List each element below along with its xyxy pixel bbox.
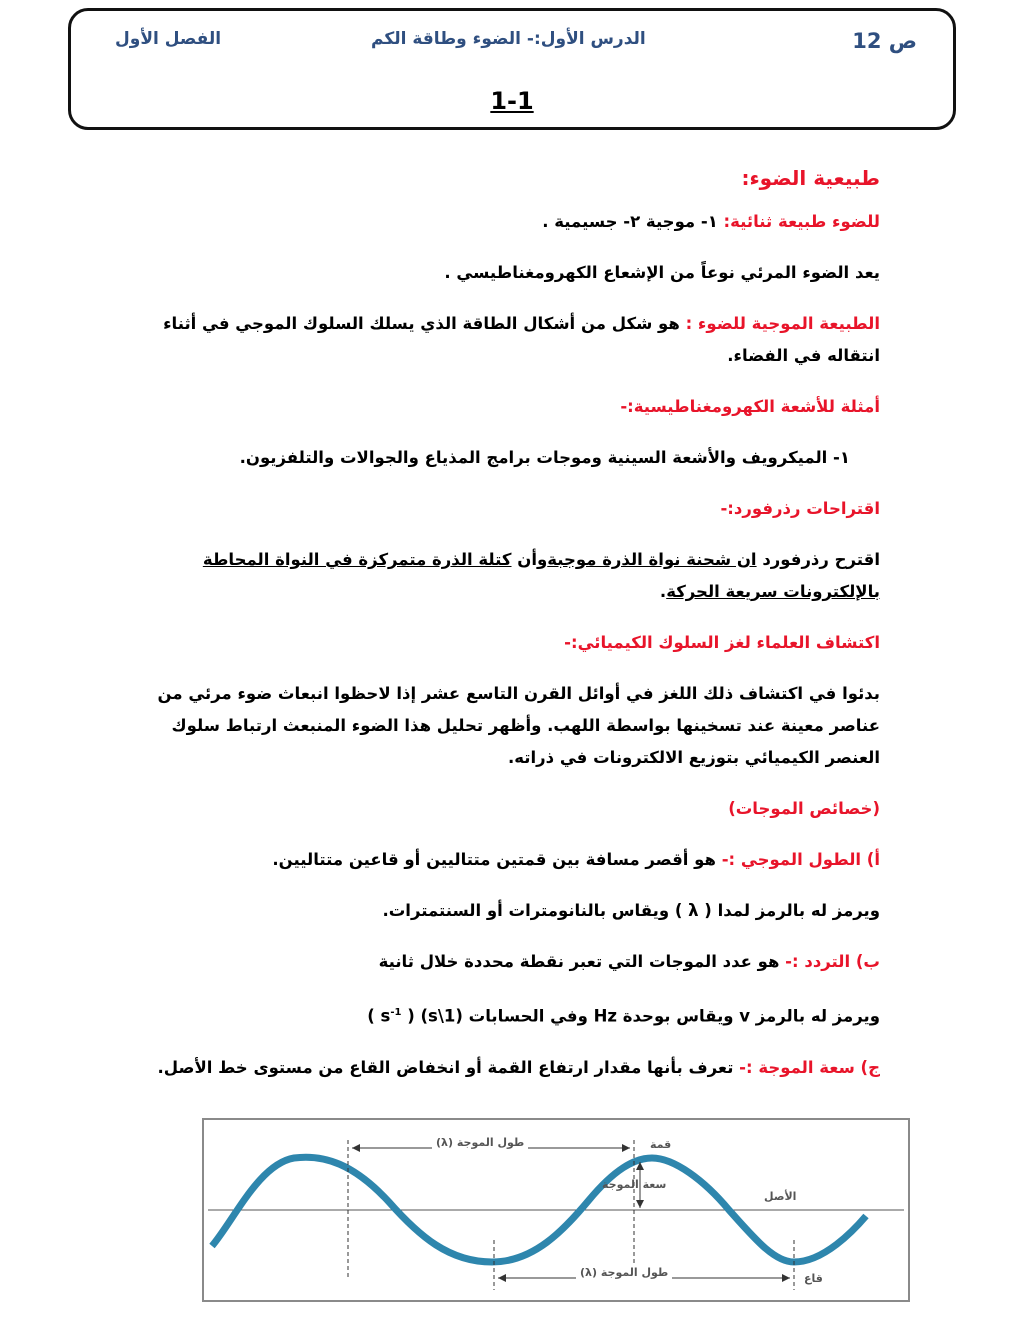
frequency-label: ب) التردد :-: [785, 952, 880, 971]
frequency-exponent: -1: [390, 1007, 402, 1018]
wavelength-top-label: طول الموجة (λ): [432, 1136, 528, 1149]
chemical-behavior-title-line: [140, 627, 880, 659]
frequency-line: [140, 946, 880, 978]
frequency-close: ): [367, 1006, 381, 1026]
amplitude-label: ج) سعة الموجة :-: [739, 1057, 880, 1077]
wave-nature-label: الطبيعة الموجية للضوء :: [685, 314, 880, 333]
dual-nature-label: للضوء طبيعة ثنائية:: [723, 212, 880, 231]
wave-properties-title-line: [140, 793, 880, 825]
wavelength-label: أ) الطول الموجي :-: [721, 850, 880, 869]
nature-title: طبيعية الضوء:: [741, 166, 880, 190]
wavelength-text: هو أقصر مسافة بين قمتين متتاليين أو قاعين متتاليين.: [272, 850, 722, 869]
frequency-text: هو عدد الموجات التي تعبر نقطة محددة خلال ثانية: [378, 952, 786, 971]
em-examples-title-line: [140, 391, 880, 423]
wavelength-line: [140, 844, 880, 876]
top-arrow-right: [622, 1144, 630, 1152]
wave-diagram: [202, 1118, 910, 1302]
section-number: 1-1: [490, 87, 534, 115]
dual-nature-line: [140, 206, 880, 238]
bottom-arrow-right: [782, 1274, 790, 1282]
visible-light-statement: يعد الضوء المرئي نوعاً من الإشعاع الكهرومغناطيسي .: [444, 263, 880, 282]
amplitude-line: [140, 1052, 880, 1084]
frequency-symbol-text: ويرمز له بالرمز v ويقاس بوحدة Hz وفي الحسابات (1\s) ( s: [380, 1006, 880, 1026]
amplitude-text: تعرف بأنها مقدار ارتفاع القمة أو انخفاض القاع من مستوى خط الأصل.: [157, 1057, 740, 1077]
chapter-title: الفصل الأول: [115, 29, 222, 49]
lesson-title: الدرس الأول:- الضوء وطاقة الكم: [371, 29, 646, 49]
amplitude-diagram-label: سعة الموجة: [602, 1178, 667, 1191]
chemical-behavior-paragraph: بدئوا في اكتشاف ذلك اللغز في أوائل القرن التاسع عشر إذا لاحظوا انبعاث ضوء مرئي من عناصر معينة عند تسخينها بواسطة اللهب. وأظهر تحليل هذا الضوء المنبعث ارتباط سلوك العنصر الكيميائي بتوزيع الالكترونات في ذراته.: [157, 684, 880, 767]
em-examples-item: ١- الميكرويف والأشعة السينية وموجات برامج المذياع والجوالات والتلفزيون.: [239, 448, 850, 467]
dual-nature-text: ١- موجية ٢- جسيمية .: [542, 212, 724, 231]
bottom-arrow-left: [498, 1274, 506, 1282]
chemical-behavior-title: اكتشاف العلماء لغز السلوك الكيميائي:-: [564, 633, 880, 652]
crest-label: قمة: [650, 1138, 672, 1151]
page-number: ص 12: [852, 29, 917, 53]
origin-label: الأصل: [764, 1190, 797, 1203]
top-arrow-left: [352, 1144, 360, 1152]
frequency-symbol-line: [140, 997, 880, 1033]
rutherford-text-3: .: [659, 582, 667, 601]
trough-label: قاع: [804, 1272, 823, 1285]
wave-diagram-svg: [204, 1120, 908, 1300]
header-box: [68, 8, 956, 130]
nature-title-line: [140, 162, 880, 196]
em-examples-title: أمثلة للأشعة الكهرومغناطيسية:-: [620, 397, 880, 416]
wave-nature-paragraph: [140, 308, 880, 372]
rutherford-text-2: وأن: [511, 550, 548, 569]
lesson-content: [140, 162, 880, 1103]
rutherford-title: اقتراحات رذرفورد:-: [720, 499, 880, 518]
wavelength-bottom-label: طول الموجة (λ): [576, 1266, 672, 1279]
rutherford-underline-2: كتلة الذرة متمركزة في النواة المحاطة بالإلكترونات سريعة الحركة: [202, 550, 880, 601]
rutherford-paragraph: [140, 544, 880, 608]
rutherford-underline-1: ان شحنة نواة الذرة موجبة: [547, 550, 757, 569]
amplitude-arrow-bottom: [636, 1200, 644, 1208]
wavelength-symbol-line: ويرمز له بالرمز لمدا ( λ ) ويقاس بالنانومترات أو السنتمترات.: [382, 901, 880, 920]
wave-nature-text: هو شكل من أشكال الطاقة الذي يسلك السلوك الموجي في أثناء انتقاله في الفضاء.: [163, 314, 880, 365]
rutherford-title-line: [140, 493, 880, 525]
wave-properties-title: (خصائص الموجات): [728, 799, 880, 818]
rutherford-text-1: اقترح رذرفورد: [756, 550, 880, 569]
